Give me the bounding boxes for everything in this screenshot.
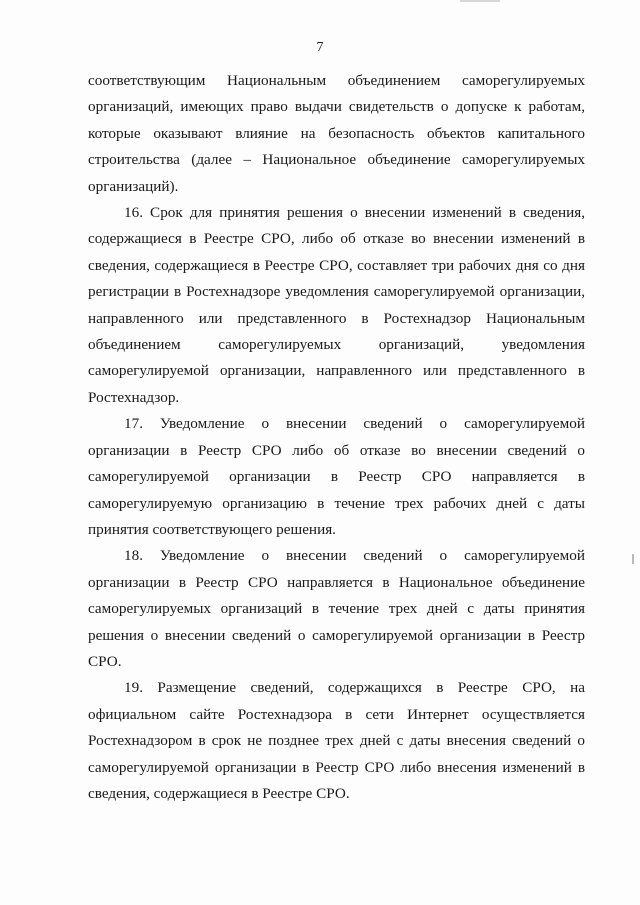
paragraph-19: 19. Размещение сведений, содержащихся в Реестре СРО, на официальном сайте Ростехнадзора в сети Интернет осуществляется Ростехнадзором в срок не позднее трех дней с даты внесения сведений о саморегулируемой организации в Реестр СРО либо внесения изменений в сведения, содержащиеся в Реестре СРО. — [88, 679, 585, 802]
paragraph-18: 18. Уведомление о внесении сведений о саморегулируемой организации в Реестр СРО направляется в Национальное объединение саморегулируемых организаций в течение трех дней с даты принятия решения о внесении сведений о саморегулируемой организации в Реестр СРО. — [88, 547, 585, 670]
paragraph-17: 17. Уведомление о внесении сведений о саморегулируемой организации в Реестр СРО либо об отказе во внесении сведений о саморегулируемой организации в Реестр СРО направляется в саморегулируемую организацию в течение трех рабочих дней с даты принятия соответствующего решения. — [88, 415, 585, 538]
scan-edge-artifact — [460, 0, 500, 2]
paragraph-16: 16. Срок для принятия решения о внесении изменений в сведения, содержащиеся в Реестре СРО, либо об отказе во внесении изменений в сведения, содержащиеся в Реестре СРО, составляет три рабочих дня со дня регистрации в Ростехнадзоре уведомления саморегулируемой организации, направленного или представленного в Ростехнадзор Национальным объединением саморегулируемых организаций, уведомления саморегулируемой организации, направленного или представленного в Ростехнадзор. — [88, 204, 585, 406]
page-number: 7 — [316, 40, 324, 55]
scan-margin-mark — [632, 554, 634, 564]
paragraph-continuation: соответствующим Национальным объединением саморегулируемых организаций, имеющих право выдачи свидетельств о допуске к работам, которые оказывают влияние на безопасность объектов капитального строительства (далее – Национальное объединение саморегулируемых организаций). — [88, 72, 585, 195]
document-body — [88, 68, 585, 807]
